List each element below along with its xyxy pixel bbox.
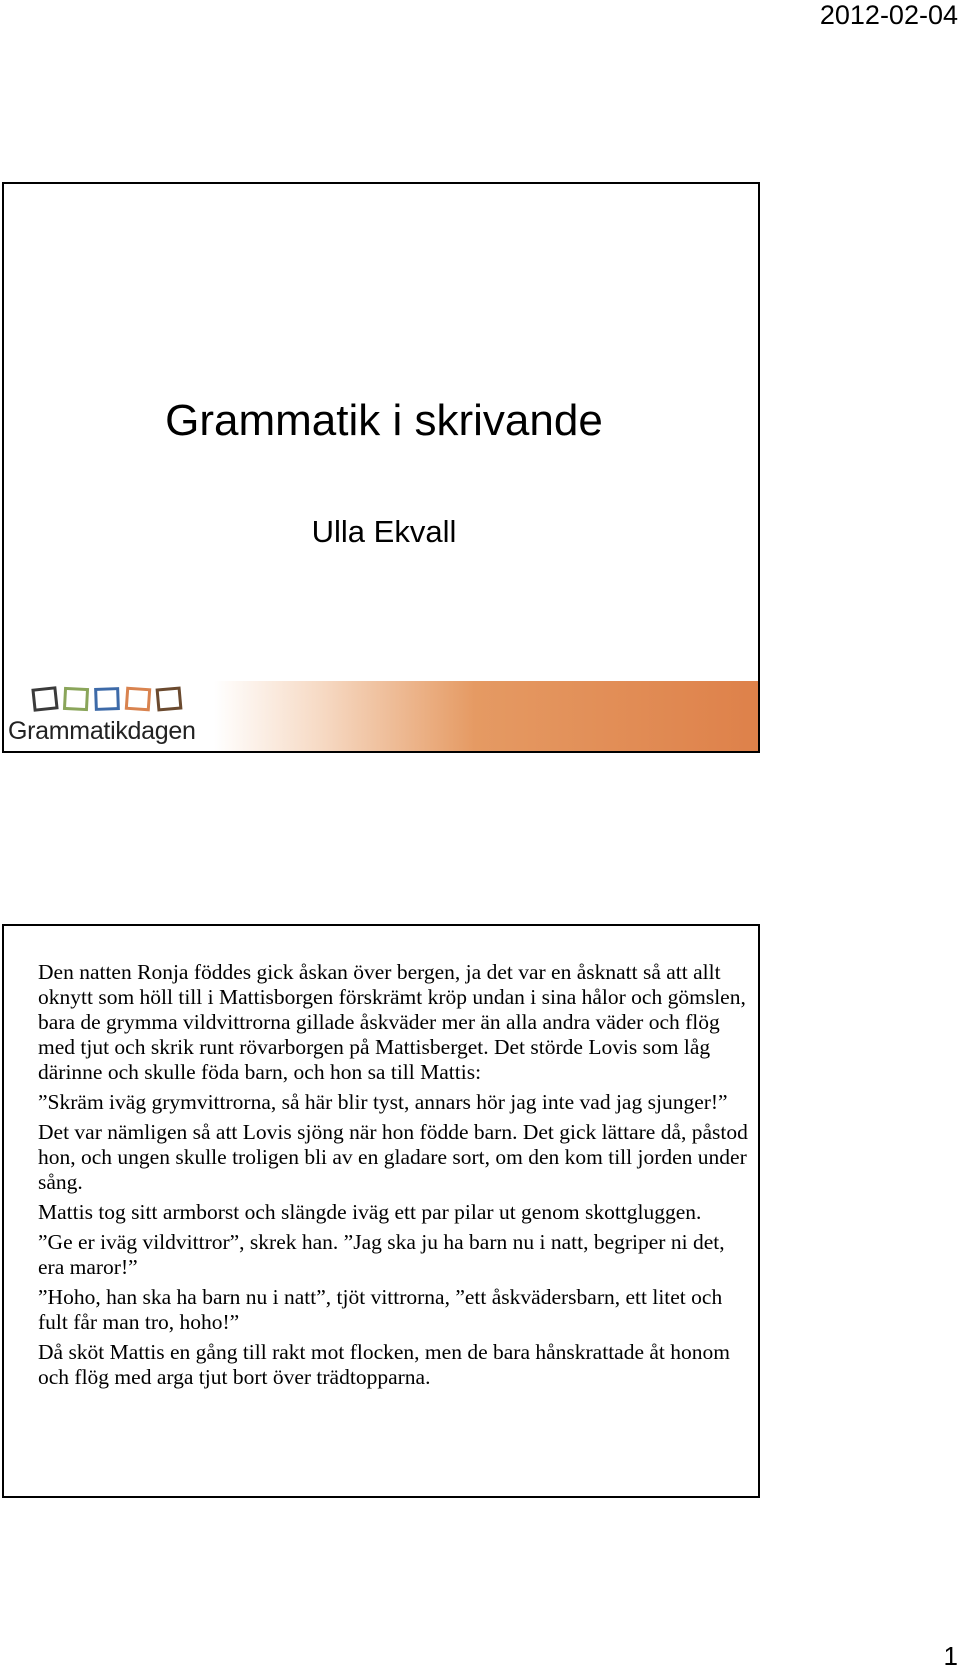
logo-square-icon bbox=[157, 688, 181, 710]
slide-author: Ulla Ekvall bbox=[311, 514, 457, 549]
grammatikdagen-logo bbox=[8, 681, 218, 753]
story-text bbox=[38, 960, 753, 1395]
story-paragraph: Mattis tog sitt armborst och slängde iväg ett par pilar ut genom skottgluggen. bbox=[38, 1200, 702, 1224]
page-number: 1 bbox=[943, 1641, 958, 1671]
logo-square-icon bbox=[126, 688, 149, 709]
story-paragraph: ”Skräm iväg grymvittrorna, så här blir tyst, annars hör jag inte vad jag sjunger!” bbox=[38, 1090, 728, 1114]
story-paragraph: ”Hoho, han ska ha barn nu i natt”, tjöt vittrorna, ”ett åskvädersbarn, ett litet och fult får man tro, hoho!” bbox=[38, 1285, 723, 1334]
story-paragraph: Den natten Ronja föddes gick åskan över bergen, ja det var en åsknatt så att allt oknytt som höll till i Mattisborgen förskrämt kröp undan i sina hålor och gömslen, bara de grymma vildvittrorna gillade åskväder mer än alla andra väder och flög med tjut och skrik runt rövarborgen på Mattisberget. Det störde Lovis som låg därinne och skulle föda barn, och hon sa till Mattis: bbox=[38, 960, 746, 1084]
title-slide bbox=[2, 182, 760, 753]
logo-square-icon bbox=[33, 688, 57, 710]
page-date: 2012-02-04 bbox=[819, 0, 958, 30]
orange-gradient-band bbox=[214, 681, 758, 751]
story-slide bbox=[2, 924, 760, 1498]
story-paragraph: Det var nämligen så att Lovis sjöng när hon födde barn. Det gick lättare då, påstod hon, och ungen skulle troligen bli av en gladare sort, om den kom till jorden under sång. bbox=[38, 1120, 748, 1194]
logo-square-icon bbox=[64, 688, 87, 709]
story-paragraph: Då sköt Mattis en gång till rakt mot flocken, men de bara hånskrattade åt honom och flög med arga tjut bort över trädtopparna. bbox=[38, 1340, 730, 1389]
slide-title: Grammatik i skrivande bbox=[165, 396, 603, 445]
story-paragraph: ”Ge er iväg vildvittror”, skrek han. ”Jag ska ju ha barn nu i natt, begriper ni det, era maror!” bbox=[38, 1230, 725, 1279]
logo-text: Grammatikdagen bbox=[8, 717, 196, 745]
logo-square-icon bbox=[96, 689, 119, 710]
